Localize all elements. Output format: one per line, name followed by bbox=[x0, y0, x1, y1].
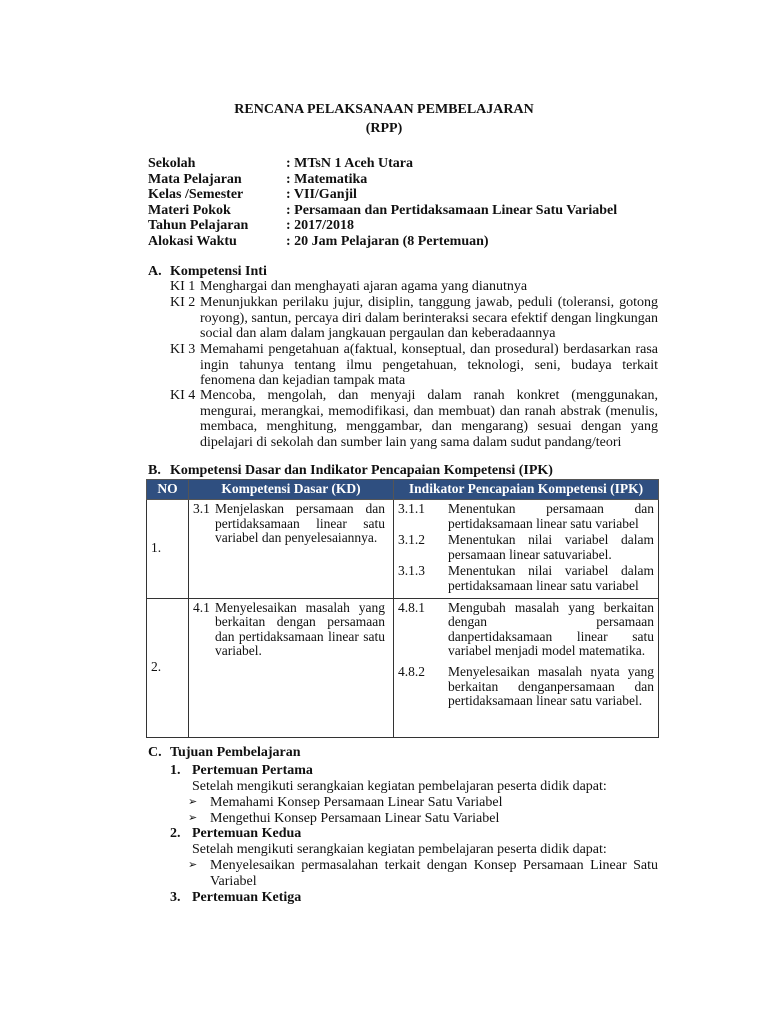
ki-label: KI 2 bbox=[170, 295, 196, 310]
row-kd bbox=[189, 598, 394, 737]
meeting-title: Pertemuan Pertama bbox=[192, 763, 313, 778]
row-ipk bbox=[394, 500, 659, 599]
section-b-heading bbox=[148, 463, 553, 479]
meta-row-kelas bbox=[148, 187, 357, 203]
table-row bbox=[147, 500, 659, 599]
ipk-item bbox=[398, 502, 654, 531]
arrow-bullet-icon: ➢ bbox=[188, 859, 198, 871]
ipk-number: 3.1.1 bbox=[398, 501, 425, 516]
meeting-number: 2. bbox=[170, 826, 181, 841]
section-letter: C. bbox=[148, 745, 162, 760]
ki-text: Menunjukkan perilaku jujur, disiplin, tanggung jawab, peduli (toleransi, gotong royong), santun, percaya diri dalam berinteraksi secara efektif dengan lingkungan social dan alam dalam jangkauan pergaulan dan keberadaannya bbox=[200, 295, 658, 342]
ki-text: Mencoba, mengolah, dan menyaji dalam ranah konkret (menggunakan, mengurai, merangkai, memodifikasi, dan membuat) dan ranah abstrak (menulis, membaca, menghitung, menggambar, dan mengarang) sesuai dengan yang dipelajari di sekolah dan sumber lain yang sama dalam sudut pandang/teori bbox=[200, 388, 658, 450]
ipk-item bbox=[398, 665, 654, 709]
meeting-1-bullet-2 bbox=[188, 811, 658, 827]
kd-text: Menyelesaikan masalah yang berkaitan dengan persamaan dan pertidaksamaan linear satu variabel. bbox=[215, 599, 385, 659]
meta-label: Materi Pokok bbox=[148, 202, 231, 218]
section-letter: A. bbox=[148, 264, 162, 279]
meta-label: Mata Pelajaran bbox=[148, 171, 242, 187]
ki-item-2 bbox=[170, 295, 658, 342]
meeting-number: 1. bbox=[170, 763, 181, 778]
meta-label: Sekolah bbox=[148, 156, 196, 171]
meeting-3-heading bbox=[170, 890, 301, 906]
meta-value: : VII/Ganjil bbox=[286, 187, 357, 202]
ki-item-1 bbox=[170, 279, 658, 295]
meeting-2-intro: Setelah mengikuti serangkaian kegiatan pembelajaran peserta didik dapat: bbox=[192, 842, 607, 857]
meta-row-tahun bbox=[148, 218, 354, 234]
header-no: NO bbox=[147, 480, 189, 500]
meta-row-alokasi bbox=[148, 234, 489, 250]
meeting-1-heading bbox=[170, 763, 313, 779]
section-a-heading bbox=[148, 264, 267, 280]
bullet-text: Mengethui Konsep Persamaan Linear Satu Variabel bbox=[210, 811, 500, 826]
ki-label: KI 4 bbox=[170, 388, 196, 403]
meta-row-materi bbox=[148, 203, 617, 219]
ki-label: KI 1 bbox=[170, 279, 196, 294]
ipk-item bbox=[398, 533, 654, 562]
meta-value: : MTsN 1 Aceh Utara bbox=[286, 156, 414, 171]
meeting-1-bullet-1 bbox=[188, 795, 658, 811]
ipk-number: 3.1.2 bbox=[398, 532, 425, 548]
meta-label: Kelas /Semester bbox=[148, 187, 244, 202]
ki-text: Menghargai dan menghayati ajaran agama yang dianutnya bbox=[200, 279, 528, 294]
ipk-number: 4.8.1 bbox=[398, 599, 425, 615]
ipk-text: Menyelesaikan masalah nyata yang berkaitan denganpersamaan dan pertidaksamaan linear satu variabel. bbox=[448, 663, 654, 709]
ipk-item bbox=[398, 601, 654, 659]
bullet-text: Menyelesaikan permasalahan terkait dengan Konsep Persamaan Linear Satu Variabel bbox=[210, 858, 658, 889]
meta-value: : Persamaan dan Pertidaksamaan Linear Satu Variabel bbox=[286, 202, 618, 218]
kd-ipk-table bbox=[146, 479, 659, 738]
table-header-row bbox=[147, 480, 659, 500]
meta-row-mapel bbox=[148, 172, 367, 188]
meta-label: Alokasi Waktu bbox=[148, 233, 237, 249]
ipk-text: Menentukan nilai variabel dalam pertidaksamaan linear satu variabel bbox=[448, 563, 654, 593]
meeting-1-intro: Setelah mengikuti serangkaian kegiatan pembelajaran peserta didik dapat: bbox=[192, 779, 607, 794]
meeting-number: 3. bbox=[170, 890, 181, 905]
ki-item-3 bbox=[170, 342, 658, 389]
header-ipk: Indikator Pencapaian Kompetensi (IPK) bbox=[394, 480, 659, 500]
ipk-item bbox=[398, 564, 654, 593]
bullet-text: Memahami Konsep Persamaan Linear Satu Variabel bbox=[210, 795, 503, 810]
meeting-2-heading bbox=[170, 826, 301, 842]
row-ipk bbox=[394, 598, 659, 737]
header-kd: Kompetensi Dasar (KD) bbox=[189, 480, 394, 500]
meta-value: : 20 Jam Pelajaran (8 Pertemuan) bbox=[286, 233, 489, 249]
ki-label: KI 3 bbox=[170, 342, 196, 357]
doc-title: RENCANA PELAKSANAAN PEMBELAJARAN bbox=[234, 102, 534, 117]
section-title: Kompetensi Dasar dan Indikator Pencapaian Kompetensi (IPK) bbox=[170, 463, 553, 478]
meta-value: : Matematika bbox=[286, 171, 368, 187]
meta-value: : 2017/2018 bbox=[286, 218, 355, 233]
kd-text: Menjelaskan persamaan dan pertidaksamaan linear satu variabel dan penyelesaiannya. bbox=[215, 501, 385, 546]
row-kd bbox=[189, 500, 394, 599]
section-title: Tujuan Pembelajaran bbox=[170, 745, 301, 760]
meeting-title: Pertemuan Ketiga bbox=[192, 890, 302, 905]
ki-item-4 bbox=[170, 388, 658, 450]
meta-row-sekolah bbox=[148, 156, 413, 172]
section-title: Kompetensi Inti bbox=[170, 264, 267, 279]
section-letter: B. bbox=[148, 463, 161, 478]
arrow-bullet-icon: ➢ bbox=[188, 796, 198, 808]
ipk-number: 4.8.2 bbox=[398, 663, 425, 679]
kd-number: 3.1 bbox=[193, 501, 210, 516]
doc-subtitle: (RPP) bbox=[365, 121, 403, 136]
ki-text: Memahami pengetahuan a(faktual, konseptual, dan prosedural) berdasarkan rasa ingin tahunya tentang ilmu pengetahuan, teknologi, seni, budaya terkait fenomena dan kejadian tampak mata bbox=[200, 342, 658, 389]
row-no: 1. bbox=[147, 500, 189, 599]
row-no: 2. bbox=[147, 598, 189, 737]
section-c-heading bbox=[148, 745, 301, 761]
table-row bbox=[147, 598, 659, 737]
ipk-text: Menentukan nilai variabel dalam persamaan linear satuvariabel. bbox=[448, 532, 654, 562]
meeting-2-bullet-1 bbox=[188, 858, 658, 889]
ipk-number: 3.1.3 bbox=[398, 563, 425, 579]
meta-label: Tahun Pelajaran bbox=[148, 218, 249, 233]
arrow-bullet-icon: ➢ bbox=[188, 812, 198, 824]
ipk-text: Mengubah masalah yang berkaitan dengan persamaan danpertidaksamaan linear satu variabel menjadi model matematika. bbox=[448, 599, 654, 659]
meeting-title: Pertemuan Kedua bbox=[192, 826, 302, 841]
kd-number: 4.1 bbox=[193, 599, 210, 615]
ipk-text: Menentukan persamaan dan pertidaksamaan linear satu variabel bbox=[448, 501, 654, 531]
